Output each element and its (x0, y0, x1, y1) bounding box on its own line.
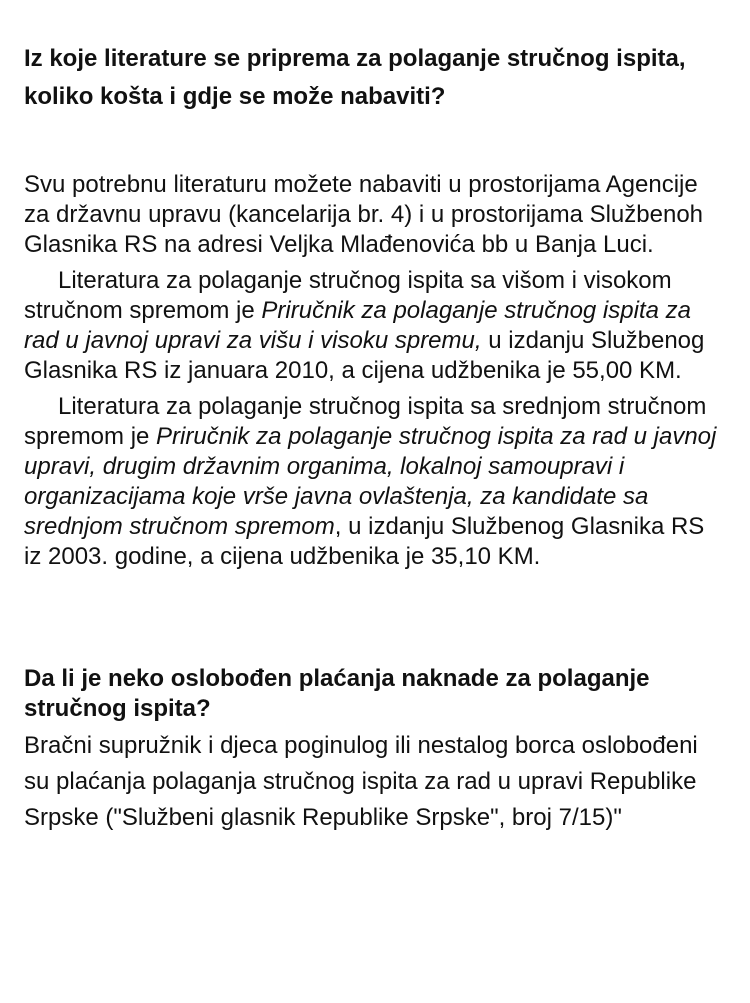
text-segment: u izdanju Službenog Glasnika RS iz januara 2010, a cijena udžbenika je 55,00 KM. (24, 327, 705, 384)
book-title: Priručnik za polaganje stručnog ispita za rad u javnoj upravi, drugim državnim organima, lokalnoj samoupravi i organizacijama koje vrše javna ovlaštenja, za kandidate sa srednjom stručnom spremom (24, 423, 717, 540)
question-heading-literature: Iz koje literature se priprema za polaganje stručnog ispita, koliko košta i gdje se može nabaviti? (24, 45, 686, 110)
paragraph-exemption: Bračni supružnik i djeca poginulog ili nestalog borca oslobođeni su plaćanja polaganja stručnog ispita za rad u upravi Republike Srpske ("Službeni glasnik Republike Srpske", broj 7/15)" (24, 732, 698, 831)
question-heading-exemption: Da li je neko oslobođen plaćanja naknade za polaganje stručnog ispita? (24, 665, 650, 722)
paragraph-literature-higher-education (24, 266, 724, 386)
text-segment: Literatura za polaganje stručnog ispita sa višom i visokom stručnom spremom je (24, 267, 672, 324)
paragraph-literature-secondary-education (24, 392, 724, 572)
document-page (24, 40, 724, 836)
text-segment: , u izdanju Službenog Glasnika RS iz 2003. godine, a cijena udžbenika je 35,10 KM. (24, 513, 705, 570)
paragraph-where-to-buy: Svu potrebnu literaturu možete nabaviti u prostorijama Agencije za državnu upravu (kancelarija br. 4) i u prostorijama Službenoh Glasnika RS na adresi Veljka Mlađenovića bb u Banja Luci. (24, 171, 704, 258)
text-segment: Literatura za polaganje stručnog ispita sa srednjom stručnom spremom je (24, 393, 707, 450)
book-title: Priručnik za polaganje stručnog ispita za rad u javnoj upravi za višu i visoku spremu, (24, 297, 691, 354)
